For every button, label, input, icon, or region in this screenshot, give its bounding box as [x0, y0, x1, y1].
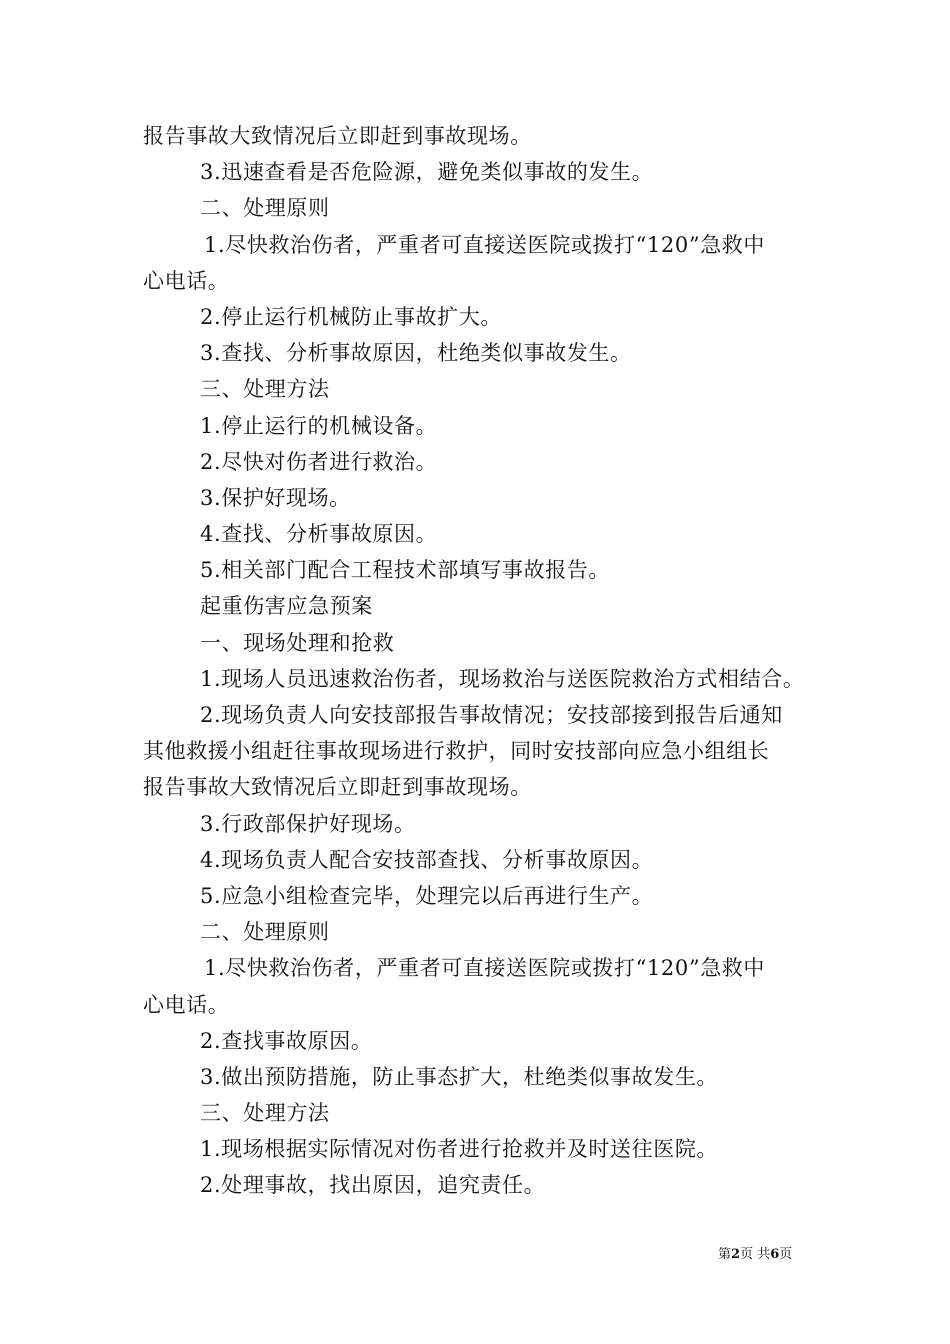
total-pages-number: 6: [770, 1247, 780, 1262]
body-line: 2.查找事故原因。: [200, 1028, 373, 1053]
body-line: 1.尽快救治伤者，严重者可直接送医院或拨打“120”急救中: [204, 956, 765, 981]
section-heading: 二、处理原则: [200, 196, 330, 221]
body-line: 2.现场负责人向安技部报告事故情况；安技部接到报告后通知: [200, 703, 783, 727]
body-line: 1.现场人员迅速救治伤者，现场救治与送医院救治方式相结合。: [200, 666, 805, 691]
body-line: 1.停止运行的机械设备。: [200, 413, 438, 438]
body-line: 2.尽快对伤者进行救治。: [200, 449, 438, 474]
section-heading: 一、现场处理和抢救: [200, 630, 395, 655]
footer-prefix: 第: [718, 1247, 732, 1262]
body-line: 4.现场负责人配合安技部查找、分析事故原因。: [200, 847, 654, 872]
section-heading: 三、处理方法: [200, 377, 330, 402]
body-line: 3.迅速查看是否危险源，避免类似事故的发生。: [200, 160, 654, 185]
body-line: 1.尽快救治伤者，严重者可直接送医院或拨打“120”急救中: [204, 232, 765, 257]
document-body: [143, 118, 823, 1204]
body-line: 2.处理事故，找出原因，追究责任。: [200, 1173, 546, 1198]
body-line: 3.查找、分析事故原因，杜绝类似事故发生。: [200, 341, 632, 366]
footer-middle: 页 共: [740, 1247, 771, 1262]
body-line: 报告事故大致情况后立即赶到事故现场。: [143, 124, 532, 148]
body-line: 5.相关部门配合工程技术部填写事故报告。: [200, 558, 611, 583]
body-line: 3.保护好现场。: [200, 485, 351, 510]
body-line: 报告事故大致情况后立即赶到事故现场。: [143, 775, 532, 800]
body-line: 2.停止运行机械防止事故扩大。: [200, 304, 503, 329]
body-line: 3.行政部保护好现场。: [200, 811, 416, 836]
page-footer: [718, 1247, 792, 1263]
body-line: 4.查找、分析事故原因。: [200, 522, 438, 547]
body-line: 心电话。: [143, 992, 230, 1017]
footer-suffix: 页: [779, 1247, 793, 1262]
plan-title: 起重伤害应急预案: [200, 594, 373, 619]
body-line: 心电话。: [143, 268, 230, 293]
section-heading: 二、处理原则: [200, 920, 330, 945]
body-line: 5.应急小组检查完毕，处理完以后再进行生产。: [200, 883, 654, 908]
body-line: 其他救援小组赶往事故现场进行救护，同时安技部向应急小组组长: [143, 739, 770, 764]
body-line: 3.做出预防措施，防止事态扩大，杜绝类似事故发生。: [200, 1064, 719, 1089]
section-heading: 三、处理方法: [200, 1101, 330, 1126]
current-page-number: 2: [731, 1247, 741, 1262]
body-line: 1.现场根据实际情况对伤者进行抢救并及时送往医院。: [200, 1137, 719, 1162]
